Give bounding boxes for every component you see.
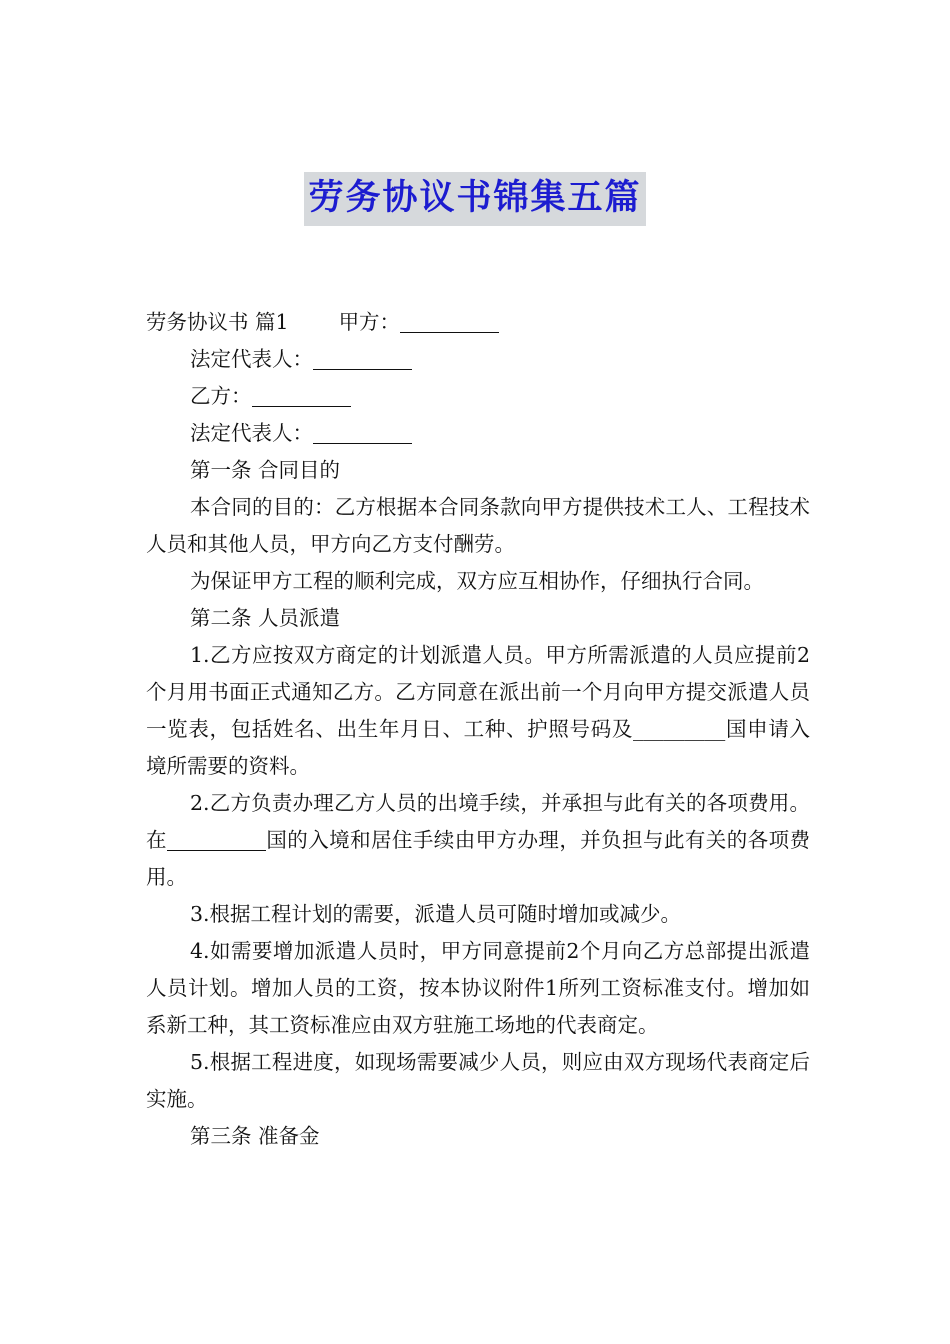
- article-2-item-2: [146, 785, 810, 896]
- title-container: [0, 172, 950, 226]
- party-a-label: 甲方：: [338, 310, 401, 334]
- article-1-paragraph-2: 为保证甲方工程的顺利完成，双方应互相协作，仔细执行合同。: [190, 569, 764, 593]
- legal-rep-label-1: 法定代表人：: [190, 347, 313, 371]
- article-1-heading: 第一条 合同目的: [190, 458, 341, 482]
- legal-rep-line-2: [146, 415, 810, 452]
- article-2-heading: 第二条 人员派遣: [190, 606, 341, 630]
- party-a-blank: [400, 310, 499, 333]
- article-3-heading: 第三条 准备金: [190, 1124, 320, 1148]
- article-2-item-1: 1.乙方应按双方商定的计划派遣人员。甲方所需派遣的人员应提前2个月用书面正式通知乙方。乙方同意在派出前一个月向甲方提交派遣人员一览表，包括姓名、出生年月日、工种、护照号码及_________国申请入境所需要的资料。: [146, 643, 810, 778]
- legal-rep-blank-1: [313, 347, 412, 370]
- header-line: [146, 304, 810, 341]
- article-2-item-2-part-b: 国的入境和居住手续由甲方办理，并负担与此有关的各项费用。: [146, 828, 811, 889]
- article-2-item-3: 3.根据工程计划的需要，派遣人员可随时增加或减少。: [190, 902, 682, 926]
- party-b-line: [146, 378, 810, 415]
- article-2-item-2-part-a: 2.乙方负责办理乙方人员的出境手续，并承担与此有关的各项费用。在: [146, 791, 810, 852]
- document-body: [146, 304, 810, 1155]
- agreement-label: 劳务协议书 篇1: [146, 310, 289, 334]
- legal-rep-line-1: [146, 341, 810, 378]
- party-b-blank: [252, 384, 351, 407]
- article-1-paragraph-1: 本合同的目的：乙方根据本合同条款向甲方提供技术工人、工程技术人员和其他人员，甲方向乙方支付酬劳。: [146, 495, 810, 556]
- article-2-item-4: 4.如需要增加派遣人员时，甲方同意提前2个月向乙方总部提出派遣人员计划。增加人员的工资，按本协议附件1所列工资标准支付。增加如系新工种，其工资标准应由双方驻施工场地的代表商定。: [146, 939, 810, 1037]
- article-2-item-5: 5.根据工程进度，如现场需要减少人员，则应由双方现场代表商定后实施。: [146, 1050, 810, 1111]
- legal-rep-blank-2: [313, 421, 412, 444]
- legal-rep-label-2: 法定代表人：: [190, 421, 313, 445]
- party-b-label: 乙方：: [190, 384, 252, 408]
- country-blank: [167, 828, 266, 851]
- document-title: 劳务协议书锦集五篇: [304, 172, 645, 226]
